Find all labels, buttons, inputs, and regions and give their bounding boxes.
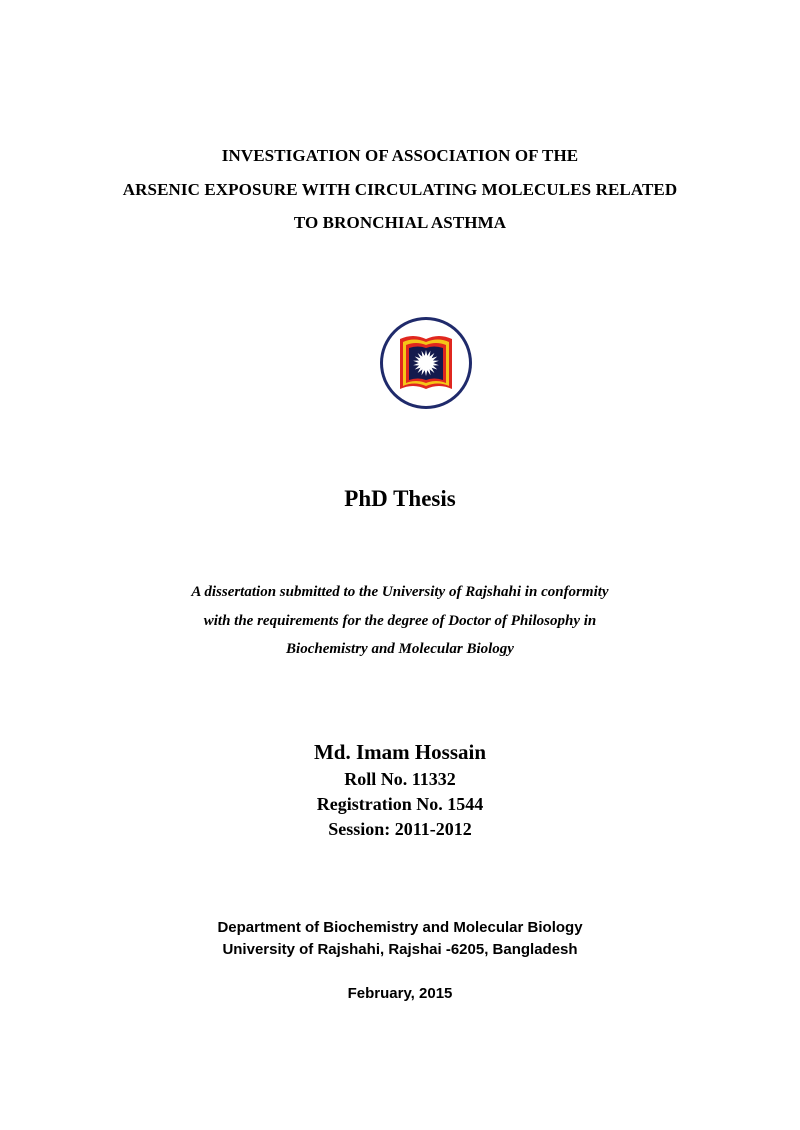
department-line-2: University of Rajshahi, Rajshai -6205, Bangladesh bbox=[222, 941, 578, 958]
dissertation-line-2: with the requirements for the degree of Doctor of Philosophy in bbox=[203, 613, 597, 629]
thesis-type-label: PhD Thesis bbox=[344, 486, 456, 511]
author-session: Session: 2011-2012 bbox=[328, 819, 472, 839]
author-name: Md. Imam Hossain bbox=[313, 740, 487, 764]
submission-date: February, 2015 bbox=[347, 985, 453, 1002]
thesis-title-line-3: TO BRONCHIAL ASTHMA bbox=[293, 213, 507, 232]
dissertation-line-3: Biochemistry and Molecular Biology bbox=[286, 641, 514, 657]
department-line-1: Department of Biochemistry and Molecular Biology bbox=[217, 919, 583, 936]
author-roll: Roll No. 11332 bbox=[344, 769, 456, 789]
thesis-title-line-1: INVESTIGATION OF ASSOCIATION OF THE bbox=[221, 146, 579, 165]
thesis-title-line-2: ARSENIC EXPOSURE WITH CIRCULATING MOLECULES RELATED bbox=[122, 180, 678, 199]
dissertation-line-1: A dissertation submitted to the University of Rajshahi in conformity bbox=[191, 584, 609, 600]
university-seal-icon bbox=[378, 315, 474, 411]
author-registration: Registration No. 1544 bbox=[316, 794, 484, 814]
